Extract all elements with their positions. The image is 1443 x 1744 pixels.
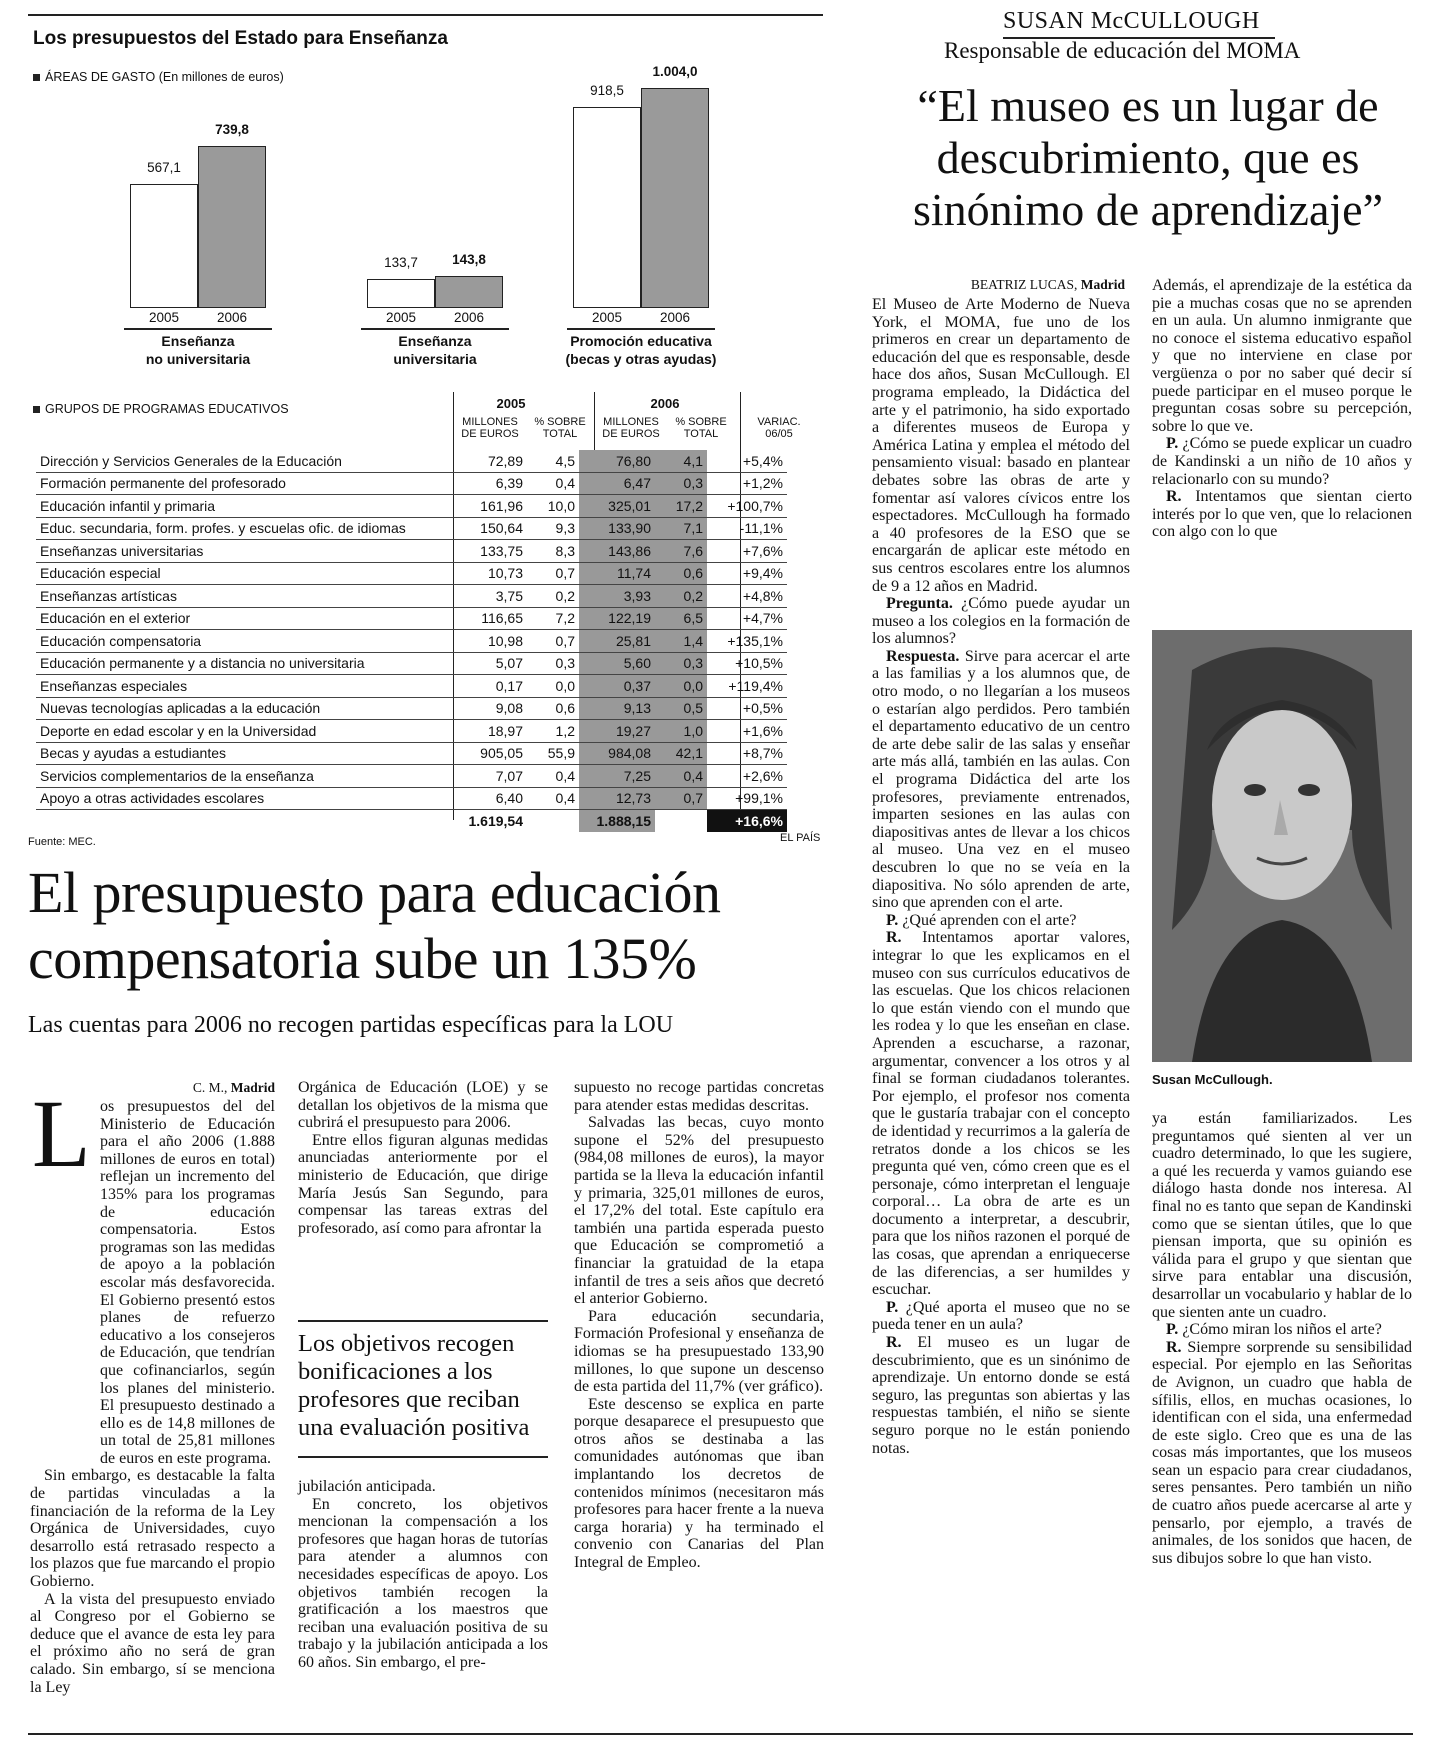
col-group-2005: 2005 <box>496 396 526 411</box>
table-row <box>36 765 787 788</box>
cell-variacion: +119,4% <box>707 675 787 698</box>
cell-millones-2006: 133,90 <box>579 517 655 540</box>
table-heading: GRUPOS DE PROGRAMAS EDUCATIVOS <box>33 402 289 416</box>
cell-millones-2005: 18,97 <box>451 720 527 743</box>
cell-pct-2006: 17,2 <box>655 495 707 518</box>
col-variacion: VARIAC. 06/05 <box>757 416 801 440</box>
cell-variacion: +1,2% <box>707 472 787 495</box>
cell-millones-2005: 3,75 <box>451 585 527 608</box>
cell-millones-2006: 76,80 <box>579 450 655 472</box>
bar-value-label: 918,5 <box>590 82 624 98</box>
table-row <box>36 517 787 540</box>
table-row <box>36 630 787 653</box>
article-column-1: os presupuestos del del Ministerio de Educación para el año 2006 (1.888 millones de euros en total) reflejan un incremento del 135% para los programas de educación compensatoria. Estos programas son las medidas de apoyo a la población escolar más desfavorecida. El Gobierno presentó estos planes de refuerzo educativo a los consejeros de Educación, que tendrían que cofinanciarlos, según los planes del ministerio. El presupuesto destinado a ello es de 14,8 millones de un total de 25,81 millones de euros en este programa. Sin embargo, es destacable la falta de partidas vinculadas a la financiación de la reforma de la Ley Orgánica de Universidades, cuyo desarrollo está retrasado respecto a los plazos que fue marcando el propio Gobierno. A la vista del presupuesto enviado al Congreso por el Gobierno se deduce que el avance de esta ley para el próximo año no será de gran calado. Sin embargo, sí se menciona la Ley <box>30 1098 275 1696</box>
cell-millones-2005: 6,40 <box>451 787 527 810</box>
row-label: Educ. secundaria, form. profes. y escuelas ofic. de idiomas <box>36 517 451 540</box>
interview-role: Responsable de educación del MOMA <box>944 38 1301 63</box>
photo-caption: Susan McCullough. <box>1152 1072 1273 1087</box>
row-label: Formación permanente del profesorado <box>36 472 451 495</box>
bar-2006-2 <box>435 276 503 308</box>
row-label: Educación permanente y a distancia no universitaria <box>36 652 451 675</box>
table-row <box>36 675 787 698</box>
cell-pct-2005: 0,7 <box>527 630 579 653</box>
table-row <box>36 697 787 720</box>
cell-pct-2006: 0,4 <box>655 765 707 788</box>
cell-variacion: +5,4% <box>707 450 787 472</box>
cell-millones-2005: 0,17 <box>451 675 527 698</box>
col-millones-2005: MILLONES DE EUROS <box>461 416 519 440</box>
cell-pct-2005: 0,3 <box>527 652 579 675</box>
table-row <box>36 742 787 765</box>
row-label: Nuevas tecnologías aplicadas a la educación <box>36 697 451 720</box>
top-rule <box>28 14 823 16</box>
category-label: Enseñanza no universitaria <box>145 333 251 367</box>
chart-subtitle: ÁREAS DE GASTO (En millones de euros) <box>33 70 284 84</box>
total-row <box>36 810 787 832</box>
cell-millones-2006: 325,01 <box>579 495 655 518</box>
cell-millones-2005: 116,65 <box>451 607 527 630</box>
cell-millones-2005: 10,73 <box>451 562 527 585</box>
table-row <box>36 472 787 495</box>
col-millones-2006: MILLONES DE EUROS <box>602 416 660 440</box>
table-row <box>36 495 787 518</box>
table-row <box>36 720 787 743</box>
total-2005: 1.619,54 <box>468 812 523 829</box>
cell-variacion: +7,6% <box>707 540 787 563</box>
row-label: Dirección y Servicios Generales de la Educación <box>36 450 451 472</box>
cell-pct-2005: 0,2 <box>527 585 579 608</box>
bar-2005-3 <box>573 107 641 308</box>
cell-pct-2005: 9,3 <box>527 517 579 540</box>
table-row <box>36 562 787 585</box>
drop-cap: L <box>32 1080 91 1187</box>
chart-baseline <box>567 328 715 330</box>
chart-title: Los presupuestos del Estado para Enseñanza <box>33 28 448 49</box>
cell-pct-2006: 0,0 <box>655 675 707 698</box>
table-row <box>36 585 787 608</box>
portrait-image <box>1152 630 1412 1062</box>
cell-pct-2005: 0,0 <box>527 675 579 698</box>
credit: EL PAÍS <box>780 832 821 844</box>
article-column-3: supuesto no recoge partidas concretas para atender estas medidas descritas. Salvadas las becas, cuyo monto supone el 52% del presupuesto (984,08 millones de euros), la mayor partida se la lleva la educación infantil y primaria, 325,01 millones de euros, el 17,2% del total. Este capítulo era también una partida esperada puesto que Educación se comprometió a financiar la gratuidad de la etapa infantil de tres a seis años que decretó el anterior Gobierno. Para educación secundaria, Formación Profesional y enseñanza de idiomas se ha presupuestado 133,90 millones, lo que supone un descenso de esta partida del 11,7% (ver gráfico). Este descenso se explica en parte porque desaparece el presupuesto que otros años se destinaba a las comunidades autónomas que iban implantando los decretos de contenidos mínimos (necesitaron más profesores para hacer frente a la nueva carga horaria) y ha terminado el convenio con Canarias del Plan Integral de Empleo. <box>574 1079 824 1572</box>
cell-pct-2005: 1,2 <box>527 720 579 743</box>
cell-pct-2006: 0,5 <box>655 697 707 720</box>
cell-variacion: +1,6% <box>707 720 787 743</box>
table-row <box>36 540 787 563</box>
cell-variacion: +9,4% <box>707 562 787 585</box>
bottom-rule <box>28 1733 1413 1735</box>
cell-pct-2005: 0,6 <box>527 697 579 720</box>
cell-millones-2006: 11,74 <box>579 562 655 585</box>
year-label: 2006 <box>659 310 691 325</box>
source-note: Fuente: MEC. <box>28 836 96 848</box>
pullquote-rule <box>298 1320 548 1322</box>
cell-variacion: +0,5% <box>707 697 787 720</box>
cell-pct-2005: 55,9 <box>527 742 579 765</box>
bar-value-label: 143,8 <box>452 252 486 268</box>
cell-pct-2006: 42,1 <box>655 742 707 765</box>
cell-pct-2006: 4,1 <box>655 450 707 472</box>
headline: El presupuesto para educación compensatoria sube un 135% <box>28 860 721 991</box>
bar-value-label: 1.004,0 <box>652 64 698 79</box>
row-label: Educación compensatoria <box>36 630 451 653</box>
cell-variacion: +4,7% <box>707 607 787 630</box>
cell-pct-2006: 0,2 <box>655 585 707 608</box>
cell-pct-2006: 7,1 <box>655 517 707 540</box>
article-byline: C. M., Madrid <box>192 1080 275 1095</box>
interview-column-2-top: Además, el aprendizaje de la estética da pie a muchas cosas que no se aprenden en un aula. Un alumno inmigrante que no conoce el sistema educativo español y que no interviene en clase por vergüenza o por no saber qué decir sí puede participar en el museo porque le preguntan cosas sobre su percepción, sobre lo que ve. P. ¿Cómo se puede explicar un cuadro de Kandinski a un niño de 10 años y relacionarlo con su mundo? R. Intentamos que sientan cierto interés por lo que ven, que lo relacionen con algo con lo que <box>1152 277 1413 541</box>
col-pct-2006: % SOBRE TOTAL <box>675 416 727 440</box>
cell-pct-2005: 4,5 <box>527 450 579 472</box>
cell-pct-2006: 1,0 <box>655 720 707 743</box>
cell-millones-2006: 9,13 <box>579 697 655 720</box>
row-label: Servicios complementarios de la enseñanza <box>36 765 451 788</box>
cell-millones-2005: 6,39 <box>451 472 527 495</box>
cell-variacion: +8,7% <box>707 742 787 765</box>
cell-millones-2006: 143,86 <box>579 540 655 563</box>
bar-value-label: 133,7 <box>384 254 418 270</box>
subheadline: Las cuentas para 2006 no recogen partidas específicas para la LOU <box>28 1012 674 1038</box>
cell-millones-2005: 133,75 <box>451 540 527 563</box>
cell-millones-2005: 150,64 <box>451 517 527 540</box>
cell-millones-2005: 9,08 <box>451 697 527 720</box>
cell-millones-2006: 122,19 <box>579 607 655 630</box>
row-label: Enseñanzas artísticas <box>36 585 451 608</box>
interview-column-1: El Museo de Arte Moderno de Nueva York, el MOMA, fue uno de los primeros en crear un departamento de educación del que es responsable, desde hace dos años, Susan McCullough. El programa empleado, la Didáctica del arte y el patrimonio, ha sido exportado a diferentes museos de Europa y América Latina y emplea el método del pensamiento visual: basado en plantear debates sobre las obras de arte y fomentar así valores cívicos entre los espectadores. McCullough ha formado a 40 profesores de la ESO que se encargarán de aplicar este método en sus centros escolares entre los alumnos de 9 a 12 años en Madrid. Pregunta. ¿Cómo puede ayudar un museo a los colegios en la formación de los alumnos? Respuesta. Sirve para acercar el arte a las familias y a los alumnos que, de otro modo, o no llegarían a los museos o estarían algo perdidos. Pero también el departamento educativo de un centro de arte debe salir de las salas y enseñar arte más allá, también en las aulas. Con el programa Didáctica del arte los profesores, previamente entrenados, imparten sesiones en las aulas con diapositivas antes de llevar a los chicos al museo. Una vez en el museo descubren lo que no se veía en la diapositiva. No sólo aprenden de arte, sino que aprenden con el arte. P. ¿Qué aprenden con el arte? R. Intentamos aportar valores, integrar lo que les explicamos en el museo con sus currículos educativos de las escuelas. Que los chicos relacionen lo que están viendo con el mundo que les rodea y lo que les enseñan en clase. Aprenden a escucharse, a razonar, argumentar, convencer a los otros y al final se forman ciudadanos tolerantes. Por ejemplo, el profesor nos comenta que le gustaría trabajar con el concepto de identidad y recurrimos a la galería de retratos donde a los chicos se les pregunta qué ven, cómo creen que es el personaje, cómo interpretan el lenguaje corporal… La obra de arte es un documento a interpretar, a descubrir, para que los niños razonen el porqué de las cosas, que aprendan a enriquecerse de las diferencias, a ser humildes y escuchar. P. ¿Qué aporta el museo que no se pueda tener en un aula? R. El museo es un lugar de descubrimiento, que es un sinónimo de aprendizaje. Un entorno donde se está seguro, las preguntas son abiertas y las respuestas también, el niño se siente seguro porque no le están poniendo notas. <box>872 296 1131 1457</box>
row-label: Deporte en edad escolar y en la Universidad <box>36 720 451 743</box>
cell-millones-2006: 12,73 <box>579 787 655 810</box>
cell-millones-2005: 7,07 <box>451 765 527 788</box>
cell-variacion: +10,5% <box>707 652 787 675</box>
cell-variacion: -11,1% <box>707 517 787 540</box>
cell-millones-2005: 905,05 <box>451 742 527 765</box>
total-variacion: +16,6% <box>707 810 787 832</box>
square-bullet-icon <box>33 74 40 81</box>
cell-pct-2006: 7,6 <box>655 540 707 563</box>
total-2006: 1.888,15 <box>579 810 655 832</box>
bar-value-label: 567,1 <box>147 159 181 175</box>
cell-variacion: +4,8% <box>707 585 787 608</box>
bar-2006-3 <box>641 88 709 308</box>
col-pct-2005: % SOBRE TOTAL <box>534 416 586 440</box>
pullquote-rule <box>298 1456 548 1458</box>
cell-pct-2006: 6,5 <box>655 607 707 630</box>
cell-millones-2006: 0,37 <box>579 675 655 698</box>
cell-variacion: +99,1% <box>707 787 787 810</box>
year-label: 2005 <box>591 310 623 325</box>
cell-pct-2006: 1,4 <box>655 630 707 653</box>
bar-2006-1 <box>198 146 266 308</box>
interview-name: SUSAN McCULLOUGH <box>1003 8 1260 34</box>
cell-millones-2006: 7,25 <box>579 765 655 788</box>
row-label: Educación infantil y primaria <box>36 495 451 518</box>
cell-pct-2006: 0,3 <box>655 652 707 675</box>
total-label <box>36 810 451 832</box>
row-label: Educación en el exterior <box>36 607 451 630</box>
cell-millones-2006: 19,27 <box>579 720 655 743</box>
row-label: Enseñanzas especiales <box>36 675 451 698</box>
cell-millones-2005: 72,89 <box>451 450 527 472</box>
year-label: 2005 <box>385 310 417 325</box>
year-label: 2005 <box>148 310 180 325</box>
col-group-2006: 2006 <box>650 396 680 411</box>
article-column-2-top: Orgánica de Educación (LOE) y se detallan los objetivos de la misma que cubrirá el presupuesto para 2006. Entre ellos figuran algunas medidas anunciadas anteriormente por el ministerio de Educación, que dirige María Jesús San Segundo, para compensar las tareas extras del profesorado, así como para afrontar la <box>298 1079 548 1237</box>
cell-millones-2006: 5,60 <box>579 652 655 675</box>
square-bullet-icon <box>33 406 40 413</box>
cell-pct-2005: 10,0 <box>527 495 579 518</box>
cell-millones-2005: 5,07 <box>451 652 527 675</box>
total-empty <box>655 810 707 832</box>
budget-table <box>36 450 787 832</box>
cell-pct-2005: 8,3 <box>527 540 579 563</box>
cell-pct-2006: 0,7 <box>655 787 707 810</box>
row-label: Educación especial <box>36 562 451 585</box>
cell-millones-2005: 10,98 <box>451 630 527 653</box>
bar-2005-1 <box>130 184 198 308</box>
cell-variacion: +135,1% <box>707 630 787 653</box>
cell-pct-2005: 7,2 <box>527 607 579 630</box>
cell-millones-2006: 6,47 <box>579 472 655 495</box>
article-column-2-bottom: jubilación anticipada. En concreto, los objetivos mencionan la compensación a los profesores que hagan horas de tutorías para atender a alumnos con necesidades específicas de apoyo. Los objetivos también recogen la gratificación a los maestros que reciban una evaluación positiva de su trabajo y la jubilación anticipada a los 60 años. Sin embargo, el pre- <box>298 1478 548 1671</box>
table-row <box>36 450 787 472</box>
year-label: 2006 <box>453 310 485 325</box>
cell-millones-2006: 984,08 <box>579 742 655 765</box>
pullquote: Los objetivos recogen bonificaciones a los profesores que reciban una evaluación positiva <box>298 1330 530 1441</box>
row-label: Becas y ayudas a estudiantes <box>36 742 451 765</box>
table-row <box>36 787 787 810</box>
portrait-photo <box>1152 630 1412 1062</box>
bar-2005-2 <box>367 279 435 308</box>
cell-millones-2006: 25,81 <box>579 630 655 653</box>
interview-quote: “El museo es un lugar de descubrimiento, que es sinónimo de aprendizaje” <box>912 80 1384 235</box>
chart-baseline <box>361 328 509 330</box>
cell-millones-2005: 161,96 <box>451 495 527 518</box>
chart-baseline <box>124 328 272 330</box>
interview-byline: BEATRIZ LUCAS, Madrid <box>970 277 1125 292</box>
bar-value-label: 739,8 <box>215 121 249 137</box>
cell-pct-2005: 0,4 <box>527 472 579 495</box>
cell-pct-2005: 0,7 <box>527 562 579 585</box>
total-empty <box>527 810 579 832</box>
category-label: Promoción educativa (becas y otras ayudas) <box>565 333 717 367</box>
interview-column-2-bottom: ya están familiarizados. Les preguntamos qué sienten al ver un cuadro determinado, lo que les sugiere, a qué les recuerda y vamos guiando ese diálogo hasta donde nos interesa. Al final no es tanto que sepan de Kandinski como que se sientan útiles, que lo que piensan importa, que su opinión es válida para el grupo y que sientan que sirve para entablar una discusión, desarrollar un vocabulario y hablar de lo que sienten ante un cuadro. P. ¿Cómo miran los niños el arte? R. Siempre sorprende su sensibilidad especial. Por ejemplo en las Señoritas de Avignon, un cuadro que habla de sífilis, ellos, en muchas ocasiones, lo identifican con el sida, una enfermedad de este siglo. Creo que es una de las cosas más importantes, que los museos sean un espacio para crear ciudadanos, seres pensantes. Pero también un niño de cuatro años puede acercarse al arte y pensarlo, por ejemplo, a través de animales, de los sonidos que hacen, de sus dibujos sobre lo que han visto. <box>1152 1110 1412 1567</box>
cell-variacion: +2,6% <box>707 765 787 788</box>
cell-pct-2006: 0,6 <box>655 562 707 585</box>
cell-pct-2005: 0,4 <box>527 787 579 810</box>
category-label: Enseñanza universitaria <box>393 333 477 367</box>
cell-pct-2005: 0,4 <box>527 765 579 788</box>
row-label: Apoyo a otras actividades escolares <box>36 787 451 810</box>
row-label: Enseñanzas universitarias <box>36 540 451 563</box>
table-row <box>36 607 787 630</box>
cell-millones-2006: 3,93 <box>579 585 655 608</box>
cell-variacion: +100,7% <box>707 495 787 518</box>
table-row <box>36 652 787 675</box>
year-label: 2006 <box>216 310 248 325</box>
cell-pct-2006: 0,3 <box>655 472 707 495</box>
